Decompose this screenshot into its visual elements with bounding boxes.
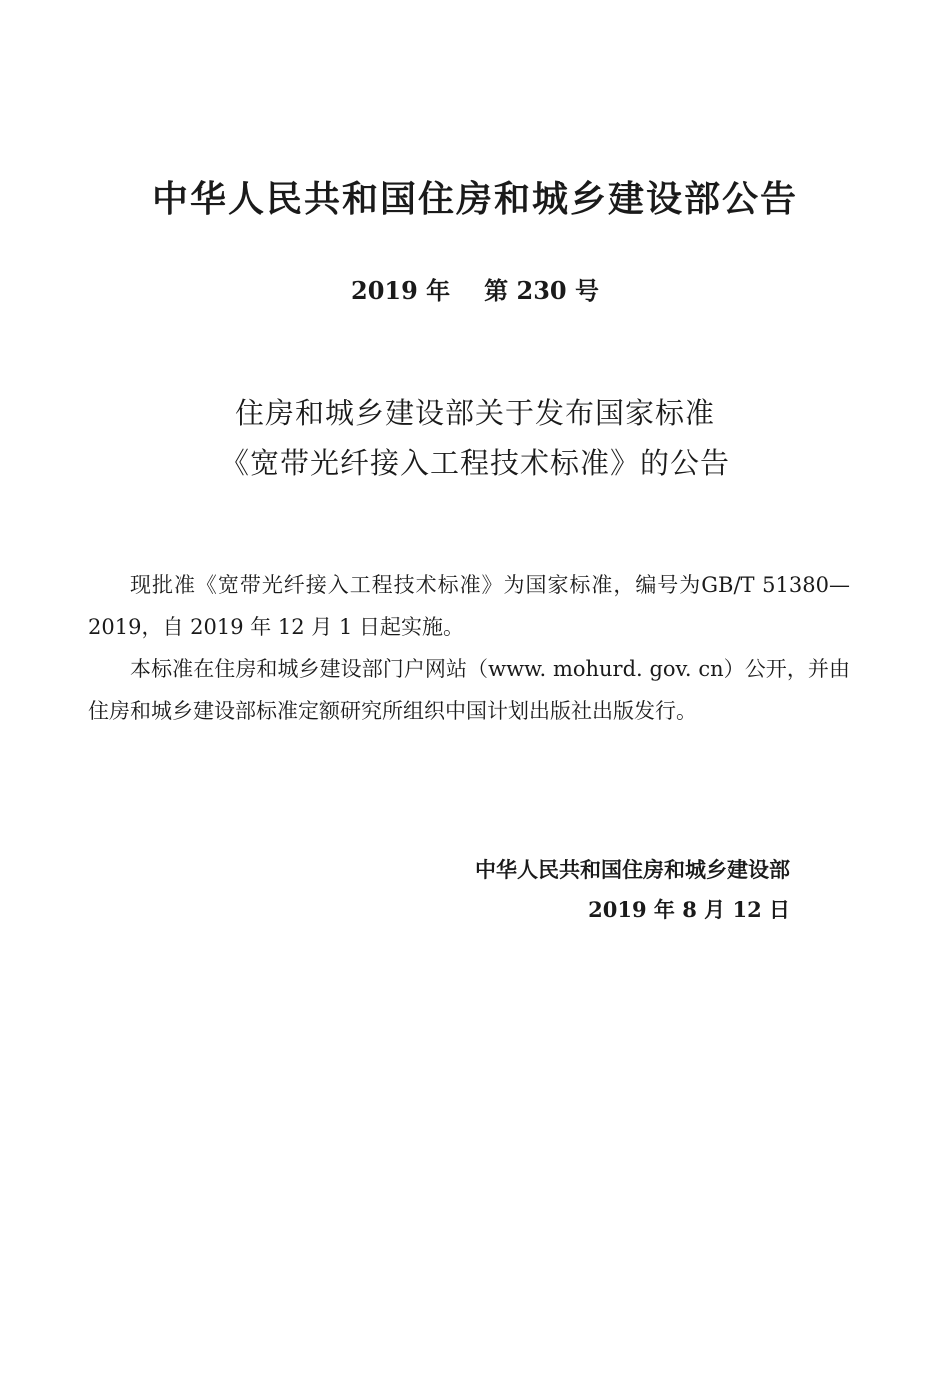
announcement-subtitle [0, 388, 950, 488]
signature-issuer: 中华人民共和国住房和城乡建设部 [475, 858, 790, 882]
body-paragraph-1: 现批准《宽带光纤接入工程技术标准》为国家标准，编号为GB/T 51380—2019，自 2019 年 12 月 1 日起实施。 [88, 573, 850, 639]
body-paragraph-2: 本标准在住房和城乡建设部门户网站（www. mohurd. gov. cn）公开，并由住房和城乡建设部标准定额研究所组织中国计划出版社出版发行。 [88, 657, 850, 723]
page-title: 中华人民共和国住房和城乡建设部公告 [151, 179, 798, 220]
subtitle-line-2: 《宽带光纤接入工程技术标准》的公告 [219, 446, 730, 480]
signature-date: 2019 年 8 月 12 日 [588, 897, 790, 922]
announcement-body [88, 564, 850, 732]
announcement-serial: 第 230 号 [484, 276, 599, 305]
announcement-year: 2019 年 [351, 276, 451, 305]
signature-block [475, 850, 790, 930]
announcement-number [0, 274, 950, 308]
subtitle-line-1: 住房和城乡建设部关于发布国家标准 [234, 396, 715, 430]
